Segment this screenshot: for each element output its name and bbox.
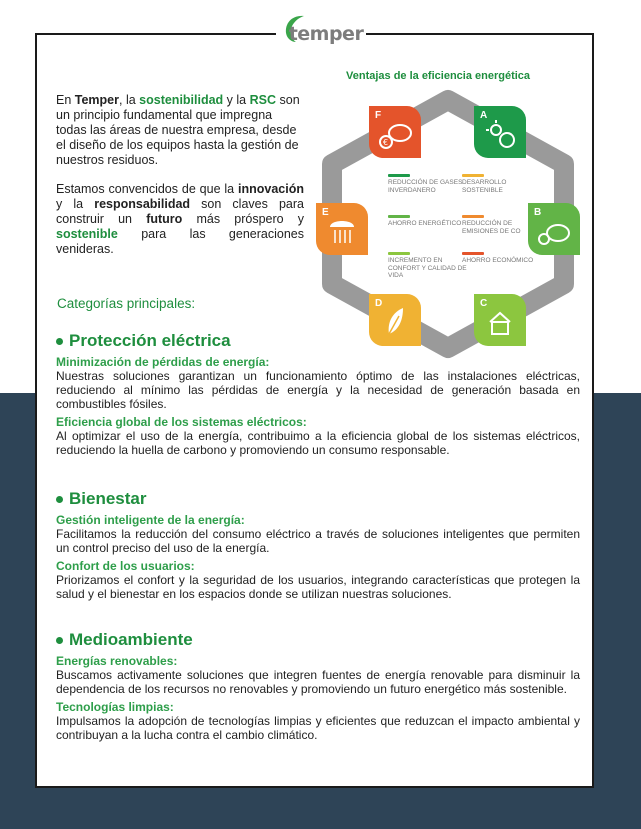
piggy-bank-euro-icon <box>369 106 421 158</box>
sun-co2-icon <box>474 106 526 158</box>
intro-run: En <box>56 93 75 107</box>
intro-run: RSC <box>249 93 277 107</box>
intro-run: Estamos convencidos de que la <box>56 182 239 196</box>
subsection-title: Confort de los usuarios: <box>56 559 195 573</box>
legend-item: REDUCCIÓN DE GASES INVERDANERO <box>388 174 468 194</box>
legend-item: REDUCCIÓN DE EMISIONES DE CO <box>462 215 542 235</box>
diagram-title: Ventajas de la eficiencia energética <box>346 70 531 82</box>
temper-logo <box>276 13 366 49</box>
section-bienestar <box>56 489 580 601</box>
subsection-title: Eficiencia global de los sistemas eléctricos: <box>56 415 307 429</box>
efficiency-diagram <box>314 88 582 360</box>
logo-wordmark: temper <box>288 23 364 45</box>
subsection-text: Facilitamos la reducción del consumo eléctrico a través de soluciones inteligentes que permiten un control preciso del uso de la energía. <box>56 527 580 555</box>
bullet-icon <box>56 496 63 503</box>
section-title: Bienestar <box>56 489 580 509</box>
subsection-title: Gestión inteligente de la energía: <box>56 513 245 527</box>
legend-color-bar <box>462 215 484 218</box>
tile-c: C <box>474 294 526 346</box>
intro-paragraph-2 <box>56 182 304 257</box>
tile-b: B <box>528 203 580 255</box>
intro-run: son un principio fundamental que impregna todas las áreas de nuestra empresa, desde el diseño de los equipos hasta la gestión de nuestros residuos. <box>56 93 300 167</box>
intro-run: más próspero y <box>182 212 305 226</box>
svg-text:€: € <box>383 138 389 147</box>
tile-f: F € <box>369 106 421 158</box>
legend-item: AHORRO ECONÓMICO <box>462 252 542 265</box>
legend-color-bar <box>388 252 410 255</box>
legend-color-bar <box>462 252 484 255</box>
tile-d: D <box>369 294 421 346</box>
intro-run: futuro <box>146 212 183 226</box>
intro-run: innovación <box>238 182 304 196</box>
intro-run: responsabilidad <box>94 197 191 211</box>
intro-run: son claves para construir un <box>56 197 304 226</box>
subsection-text: Nuestras soluciones garantizan un funcionamiento óptimo de las instalaciones eléctricas, reduciendo al mínimo las pérdidas de energía y la necesidad de generación basada en combustibles fósiles. <box>56 369 580 411</box>
intro-text <box>56 93 304 271</box>
intro-run: y la <box>56 197 95 211</box>
heat-radiator-icon <box>316 203 368 255</box>
legend-color-bar <box>462 174 484 177</box>
legend-item: AHORRO ENERGÉTICO <box>388 215 468 228</box>
tile-a: A <box>474 106 526 158</box>
categories-heading: Categorías principales: <box>57 296 196 311</box>
intro-run: Temper <box>74 93 119 107</box>
intro-run: sostenible <box>56 227 118 241</box>
intro-paragraph-1 <box>56 93 304 168</box>
bullet-icon <box>56 338 63 345</box>
legend-color-bar <box>388 215 410 218</box>
subsection-text: Buscamos activamente soluciones que integren fuentes de energía renovable para disminuir la dependencia de los recursos no renovables y promoviendo un futuro energético más sostenible. <box>56 668 580 696</box>
intro-run: y la <box>223 93 250 107</box>
section-medioambiente <box>56 630 580 742</box>
section-proteccion-electrica <box>56 331 580 457</box>
legend-color-bar <box>388 174 410 177</box>
subsection-title: Minimización de pérdidas de energía: <box>56 355 270 369</box>
legend-item: INCREMENTO EN CONFORT Y CALIDAD DE VIDA <box>388 252 468 280</box>
intro-run: , la <box>119 93 140 107</box>
subsection-text: Impulsamos la adopción de tecnologías limpias y eficientes que reduzcan el impacto ambiental y contribuyan a la lucha contra el cambio climático. <box>56 714 580 742</box>
bullet-icon <box>56 637 63 644</box>
subsection-text: Al optimizar el uso de la energía, contribuimo a la eficiencia global de los sistemas eléctricos, reduciendo la huella de carbono y promoviendo un consumo responsable. <box>56 429 580 457</box>
legend-item: DESARROLLO SOSTENIBLE <box>462 174 542 194</box>
section-title: Protección eléctrica <box>56 331 580 351</box>
intro-run: sostenibilidad <box>139 93 224 107</box>
intro-run: para las generaciones venideras. <box>56 227 304 256</box>
section-title: Medioambiente <box>56 630 580 650</box>
tile-e: E <box>316 203 368 255</box>
subsection-text: Priorizamos el confort y la seguridad de los usuarios, integrando características que protegen la salud y el bienestar en los espacios donde se utilizan nuestras soluciones. <box>56 573 580 601</box>
subsection-title: Tecnologías limpias: <box>56 700 174 714</box>
subsection-title: Energías renovables: <box>56 654 178 668</box>
